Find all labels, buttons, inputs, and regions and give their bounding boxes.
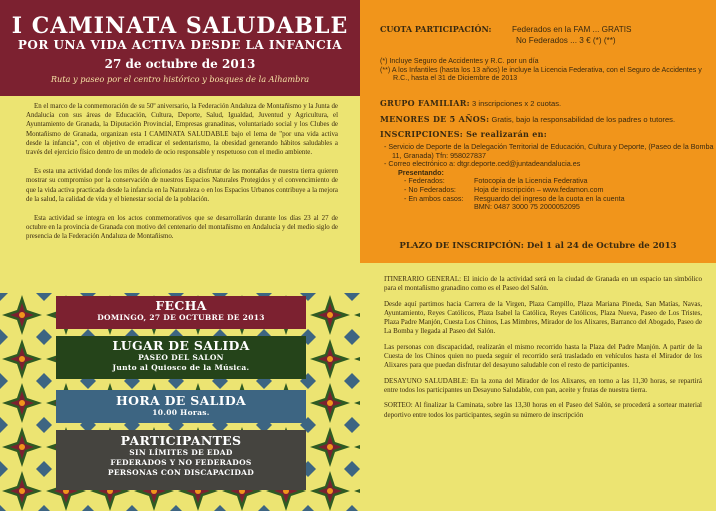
band-text: PERSONAS CON DISCAPACIDAD [107,468,255,477]
requirement-value: Resguardo del ingreso de la cuota en la cuenta [474,193,625,203]
start-location-band [56,336,306,379]
itinerary-paragraph: Desde aquí partimos hacia Carrera de la Virgen, Plaza Campillo, Plaza Mariana Pineda, San Matías, Navas, Ayuntamiento, Reyes Católicos, Plaza Isabel la Católica, Reyes Católicos, Plaza Nueva, Paseo de Los Tristes, Plaza Padre Manjón, Cuesta Los Chinos, Las Mimbres, Mirador de los Alixares, Barranco del Abogado, Paseo de La Bomba y llegada al Paseo del Salón. [384,299,702,336]
band-title: PARTICIPANTES [120,433,242,448]
band-title: LUGAR DE SALIDA [112,338,250,353]
fee-notes [380,57,710,83]
requirement-value: Fotocopia de la Licencia Federativa [474,176,588,186]
bank-account: BMN: 0487 3000 75 2000052095 [474,202,580,212]
itinerary-paragraph: Las personas con discapacidad, realizarán el mismo recorrido hasta la Plaza del Padre Manjón. A partir de la Cuesta de los Chinos quien no pueda seguir el recorrido será trasladado en vehículos hasta el Mirador de los Alixares para que puedan disfrutar del desayuno saludable con el resto de participantes. [384,342,702,370]
requirement-key [384,203,474,212]
registration-deadline: PLAZO DE INSCRIPCIÓN: Del 1 al 24 de Octubre de 2013 [399,241,677,251]
presenting-label: Presentando: [398,167,444,177]
date-band [56,296,306,329]
fee-line: Federados en la FAM ... GRATIS [512,25,632,34]
requirement-key: - Federados: [404,176,445,186]
band-text: DOMINGO, 27 DE OCTUBRE DE 2013 [97,313,265,322]
under-five-text: Gratis, bajo la responsabilidad de los padres o tutores. [491,115,676,124]
hero-banner [0,0,360,96]
intro-paragraph: Esta actividad se integra en los actos conmemorativos que se desarrollarán durante los días 23 al 27 de octubre en la provincia de Granada con motivo del centenario del montañismo en Andalucía y del medio siglo de presencia de la Federación Andaluza de Montañismo. [26,215,338,241]
family-group [380,99,710,109]
under-five [380,115,710,125]
registration-office: - Servicio de Deporte de la Delegación Territorial de Educación, Cultura y Deporte, (Paseo de la Bomba 11, Granada) Tfn: 958027837 [384,142,714,160]
registration-heading: INSCRIPCIONES: Se realizarán en: [380,129,548,139]
requirement-key: - No Federados: [404,184,456,194]
event-date: 27 de octubre de 2013 [104,57,256,71]
requirement-key: - En ambos casos: [404,193,464,203]
band-text: SIN LÍMITES DE EDAD [129,448,233,457]
intro-paragraph: Es esta una actividad donde los miles de aficionados /as a disfrutar de las montañas de nuestra tierra quieren mostrar su compromiso por la conservación de nuestros Espacios Naturales Protegidos y el convencimiento de que la vida activa practicada desde la infancia en la Naturaleza o en los Espacios Urbanos contribuye a la mejora de la salud, la calidad de vida y el bienestar social de la población. [26,168,338,203]
fee-heading: CUOTA PARTICIPACIÓN: [380,24,492,34]
band-text: PASEO DEL SALON [138,353,224,362]
family-group-text: 3 inscripciones x 2 cuotas. [472,99,562,108]
intro-text [26,102,338,252]
registration-email: - Correo electrónico a: dtgr.deporte.ced@juntadeandalucia.es [384,159,581,169]
requirement-row [384,203,714,212]
band-title: FECHA [155,298,207,313]
fee-note: (*) Incluye Seguro de Accidentes y R.C. por un día [380,57,539,65]
start-time-band [56,390,306,423]
itinerary-paragraph: ITINERARIO GENERAL: El inicio de la actividad será en la ciudad de Granada en un espacio tan simbólico para el montañismo granadino como es el Paseo del Salón. [384,275,702,293]
fee-values [512,24,632,46]
fee-note: (**) A los Infantiles (hasta los 13 años) le incluye la Licencia Federativa, con el Seguro de Accidentes y R.C., hasta el 31 de Diciembre de 2013 [380,65,702,83]
raffle-paragraph: SORTEO: Al finalizar la Caminata, sobre las 13,30 horas en el Paseo del Salón, se procederá a sortear material deportivo entre todos los participantes, según su número de inscripción [384,401,702,419]
main-title: I CAMINATA SALUDABLE [11,13,349,39]
fee-line: No Federados ... 3 € (*) (**) [516,36,616,45]
band-title: HORA DE SALIDA [116,393,246,408]
band-text: FEDERADOS Y NO FEDERADOS [110,458,252,467]
band-text: Junto al Quiosco de la Música. [112,363,250,372]
breakfast-paragraph: DESAYUNO SALUDABLE: En la zona del Mirador de los Alixares, en torno a las 11,30 horas, se repartirá entre todos los participantes un Desayuno Saludable, con pan, aceite y frutas de nuestra tierra. [384,376,702,394]
band-text: 10.00 Horas. [152,408,210,417]
under-five-heading: MENORES DE 5 AÑOS: [380,114,490,124]
intro-paragraph: En el marco de la conmemoración de su 50º aniversario, la Federación Andaluza de Montañismo y la Junta de Andalucía con sus áreas de Educación, Cultura, Deporte, Salud, Igualdad, Juventud y Agricultura, el Ayuntamiento de Granada, la Diputación Provincial, Empresas granadinas, voluntariado social y los Clubes de Montañismo de Granada, organizan esta I CAMINATA SALUDABLE bajo el lema de "por una vida activa desde la infancia", con el objetivo de erradicar el sedentarismo, la obesidad generando hábitos saludables a través del ejercicio físico dentro de un modelo de ocio responsable y respetuoso con el medio ambiente. [26,103,338,157]
route-tagline: Ruta y paseo por el centro histórico y bosques de la Alhambra [50,74,310,84]
registration-list [384,143,714,212]
subtitle: POR UNA VIDA ACTIVA DESDE LA INFANCIA [17,38,343,52]
requirement-value: Hoja de inscripción – www.fedamon.com [474,184,604,194]
itinerary-text [384,275,702,426]
family-group-heading: GRUPO FAMILIAR: [380,98,470,108]
right-panel [360,0,716,511]
participants-band [56,430,306,490]
